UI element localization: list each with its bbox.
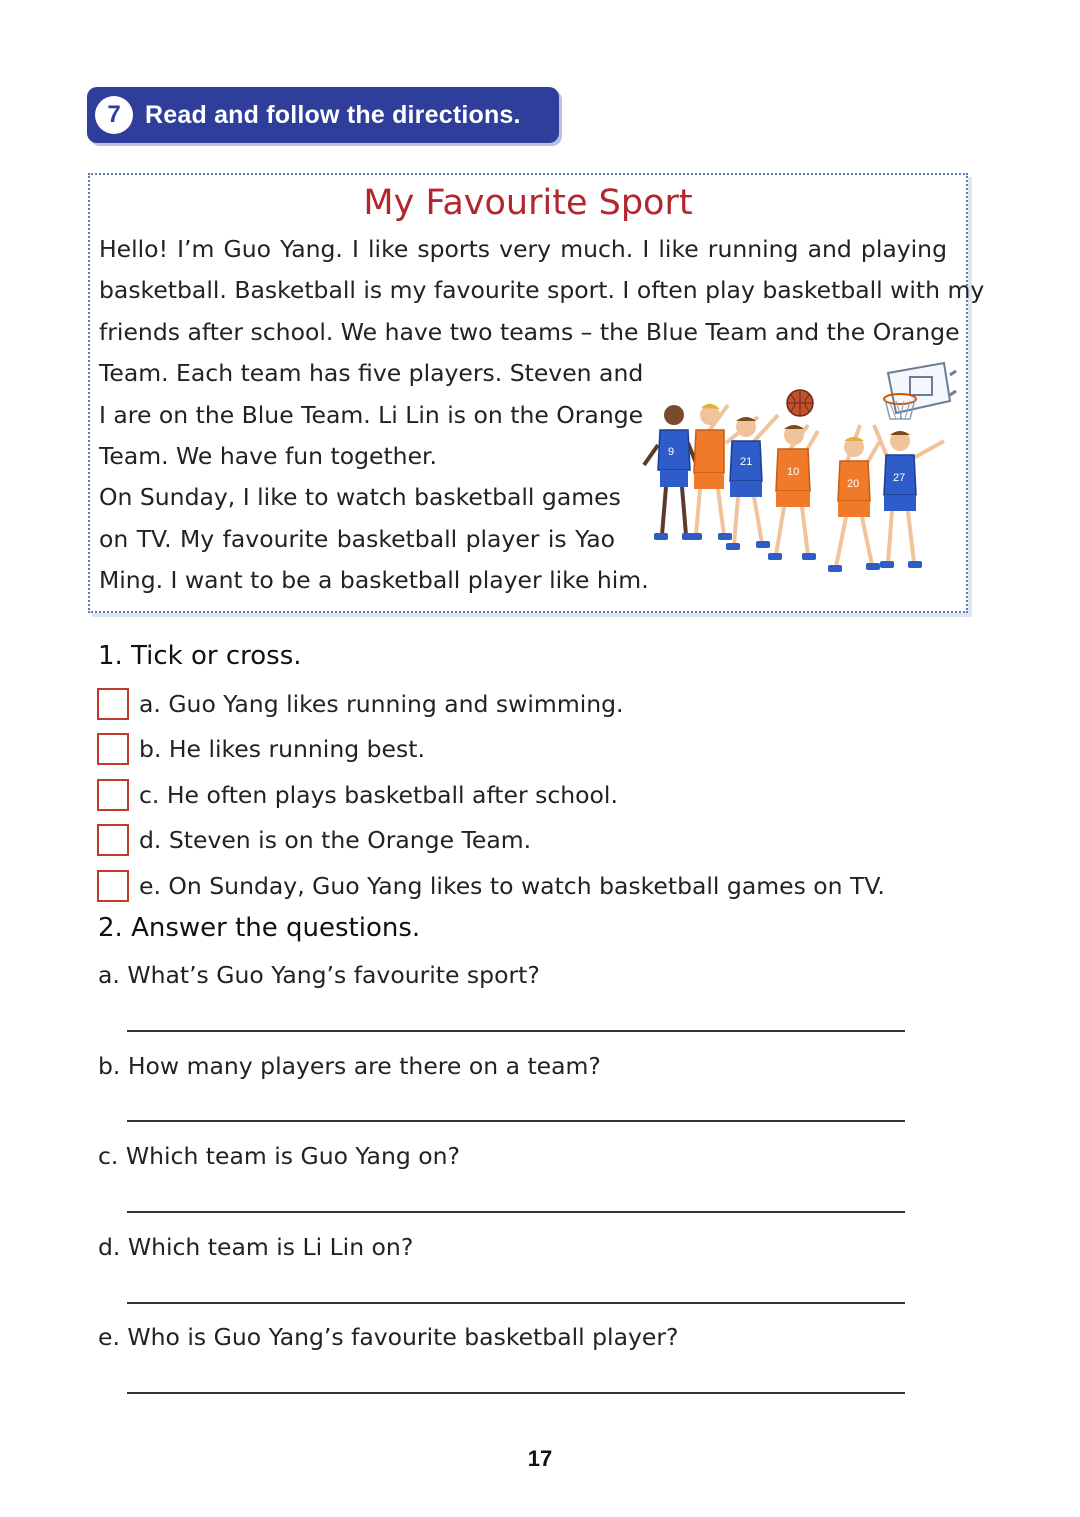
question-text: b. How many players are there on a team? xyxy=(98,1052,601,1080)
tick-item xyxy=(97,868,885,904)
story-title: My Favourite Sport xyxy=(363,183,693,223)
jersey-number: 27 xyxy=(893,472,906,484)
question-text: d. Which team is Li Lin on? xyxy=(98,1233,414,1261)
tick-checkbox[interactable] xyxy=(97,733,129,765)
tick-item xyxy=(97,686,624,722)
question-text: a. What’s Guo Yang’s favourite sport? xyxy=(98,961,540,989)
tick-item xyxy=(97,822,531,858)
tick-checkbox[interactable] xyxy=(97,688,129,720)
passage-line: friends after school. We have two teams – the Blue Team and the Orange xyxy=(99,318,960,346)
exercise-header xyxy=(87,87,559,143)
basketball-players-illustration xyxy=(638,355,958,590)
exercise-instruction: Read and follow the directions. xyxy=(145,100,521,129)
player-orange-2 xyxy=(768,425,818,560)
part2-title: 2. Answer the questions. xyxy=(98,913,421,943)
tick-item-text: e. On Sunday, Guo Yang likes to watch basketball games on TV. xyxy=(139,872,885,900)
question-text: e. Who is Guo Yang’s favourite basketball player? xyxy=(98,1323,679,1351)
tick-item-text: a. Guo Yang likes running and swimming. xyxy=(139,690,624,718)
tick-item xyxy=(97,731,425,767)
passage-line: basketball. Basketball is my favourite sport. I often play basketball with my xyxy=(99,276,985,304)
tick-checkbox[interactable] xyxy=(97,824,129,856)
passage-line: on TV. My favourite basketball player is Yao xyxy=(99,525,615,553)
tick-checkbox[interactable] xyxy=(97,870,129,902)
tick-item-text: c. He often plays basketball after school. xyxy=(139,781,618,809)
tick-item-text: b. He likes running best. xyxy=(139,735,425,763)
exercise-number-badge: 7 xyxy=(95,96,133,134)
player-blue-1 xyxy=(644,405,696,540)
answer-line[interactable] xyxy=(127,1120,905,1122)
answer-line[interactable] xyxy=(127,1030,905,1032)
basketball-icon xyxy=(787,390,813,416)
answer-line[interactable] xyxy=(127,1302,905,1304)
jersey-number: 21 xyxy=(740,456,753,468)
passage-line: On Sunday, I like to watch basketball games xyxy=(99,483,621,511)
tick-checkbox[interactable] xyxy=(97,779,129,811)
player-orange-3 xyxy=(828,425,880,572)
basketball-hoop-icon xyxy=(884,363,956,419)
question-text: c. Which team is Guo Yang on? xyxy=(98,1142,460,1170)
jersey-number: 20 xyxy=(847,478,860,490)
jersey-number: 10 xyxy=(787,466,800,478)
tick-item xyxy=(97,777,618,813)
passage-line: I are on the Blue Team. Li Lin is on the Orange xyxy=(99,401,644,429)
reading-passage-box xyxy=(88,173,985,613)
part1-title: 1. Tick or cross. xyxy=(98,641,302,671)
jersey-number: 9 xyxy=(668,446,675,458)
passage-line: Ming. I want to be a basketball player like him. xyxy=(99,566,649,594)
passage-line: Team. We have fun together. xyxy=(99,442,438,470)
passage-line: Hello! I’m Guo Yang. I like sports very much. I like running and playing xyxy=(99,235,947,263)
answer-line[interactable] xyxy=(127,1211,905,1213)
page-number: 17 xyxy=(527,1446,553,1471)
answer-line[interactable] xyxy=(127,1392,905,1394)
passage-line: Team. Each team has five players. Steven and xyxy=(99,359,644,387)
tick-item-text: d. Steven is on the Orange Team. xyxy=(139,826,532,854)
player-blue-3 xyxy=(874,425,944,568)
